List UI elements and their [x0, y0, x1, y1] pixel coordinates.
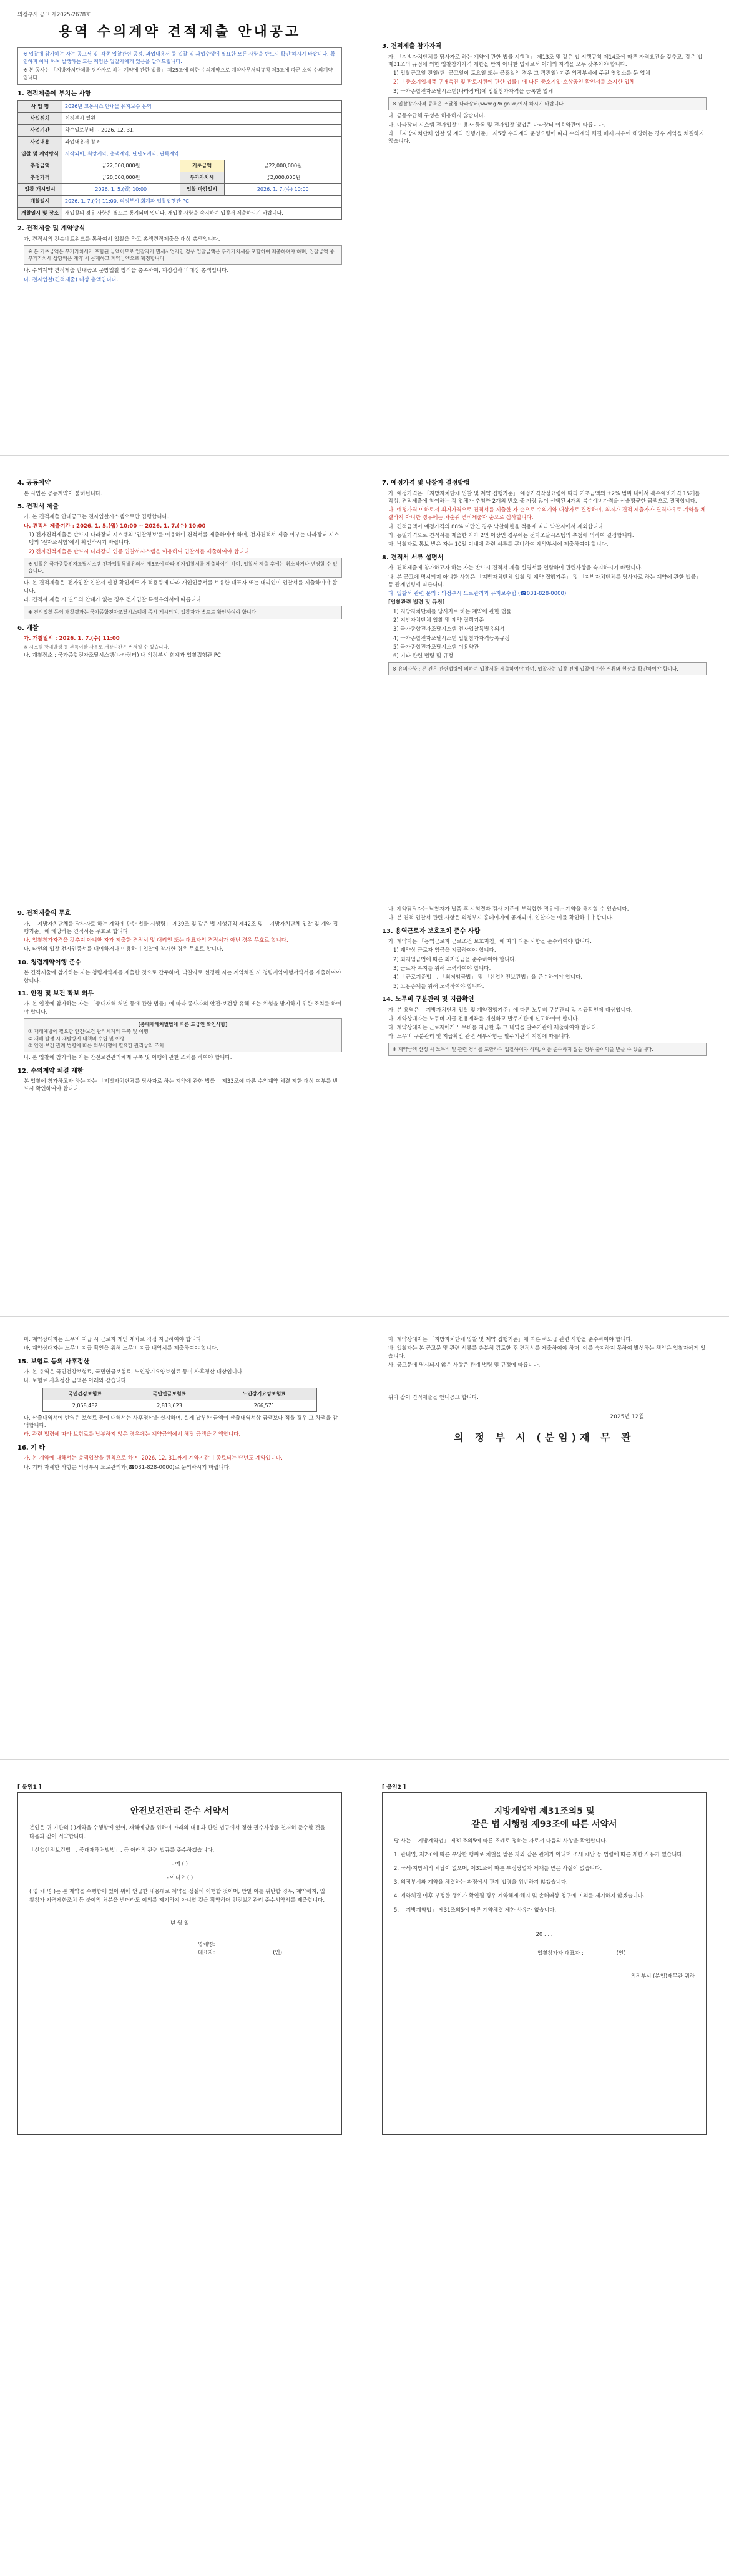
section-heading: 16. 기 타: [17, 1444, 45, 1451]
option-no: - 아니오 ( ): [166, 1874, 193, 1881]
paragraph: 가. 개찰일시 : 2026. 1. 7.(수) 11:00: [24, 636, 120, 642]
annex-title: 안전보건관리 준수 서약서: [130, 1806, 230, 1817]
paragraph: 나. 본 입찰에 참가하는 자는 안전보건관리체계 구축 및 이행에 관한 조치를 하여야 합니다.: [24, 1055, 232, 1062]
annex-box: [17, 1792, 342, 2135]
signature: 의 정 부 시 (분임)재 무 관: [454, 1431, 635, 1443]
paragraph: 라. 「지방자치단체 입찰 및 계약 집행기준」 제5장 수의계약 운영요령에 따라 수의계약 체결 배제 사유에 해당하는 경우 계약을 체결하지 않습니다.: [388, 130, 705, 145]
paragraph: 3) 근로자 복지를 위해 노력하여야 합니다.: [393, 966, 491, 972]
table-header-cell: 입찰 마감일시: [180, 184, 224, 196]
paragraph: 4) 「근로기준법」, 「최저임금법」 및 「산업안전보건법」을 준수하여야 합니다.: [393, 974, 583, 981]
note-box: ※ 유의사항 : 본 건은 관련법령에 의하여 입찰서를 제출하여야 하며, 입찰자는 입찰 전에 입찰에 관한 서류와 현장을 확인하여야 합니다.: [388, 662, 707, 675]
table-header-cell: 사업위치: [18, 113, 62, 125]
notice-box: [17, 47, 342, 84]
annex-box: [382, 1792, 707, 2135]
section-heading: 3. 견적제출 참가자격: [382, 43, 441, 50]
list-item: 2) 지방자치단체 입찰 및 계약 집행기준: [393, 617, 484, 624]
notice-line: ※ 본 공사는 「지방자치단체를 당사자로 하는 계약에 관한 법률」 제25조에 의한 수의계약으로 계약사무처리규칙 제3조에 따른 소액 수의계약입니다.: [23, 67, 333, 80]
paragraph: 다. 본 견적제출은 '전자입찰 입찰서 신청 확인제도'가 적용됨에 따라 개인인증서를 보유한 대표자 또는 대리인이 입찰서를 제출하여야 합니다.: [24, 580, 338, 594]
paragraph: 나. 견적서 제출기간 : 2026. 1. 5.(월) 10:00 ~ 2026. 1. 7.(수) 10:00: [24, 523, 206, 530]
rep-line: [29, 1949, 330, 1958]
page2-left: [17, 474, 342, 661]
addressee: 의정부시 (분임)재무관 귀하: [630, 1973, 695, 1980]
list-item: 4. 계약체결 이후 부정한 행위가 확인될 경우 계약해제·해지 및 손해배상 청구에 이의를 제기하지 않겠습니다.: [394, 1893, 645, 1900]
section-heading: 4. 공동계약: [17, 480, 51, 487]
table-cell: 착수일로부터 ~ 2026. 12. 31.: [62, 125, 342, 137]
list-item: 3) 국가종합전자조달시스템 전자입찰특별유의서: [393, 626, 505, 633]
section-heading: 10. 청렴계약이행 준수: [17, 959, 81, 966]
note-box: [24, 1018, 342, 1052]
list-item: 5) 국가종합전자조달시스템 이용약관: [393, 644, 479, 651]
paragraph: 나. 본 공고에 명시되지 아니한 사항은 「지방자치단체 입찰 및 계약 집행기준」 및 「지방자치단체를 당사자로 하는 계약에 관한 법률」 등 관계법령에 따릅니다.: [388, 574, 702, 588]
table-header-cell: 개찰일시: [18, 196, 62, 208]
list-item: 2. 국세·지방세의 체납이 없으며, 제31조에 따른 부정당업자 제재를 받은 사실이 없습니다.: [394, 1866, 602, 1872]
paragraph: 「산업안전보건법」, 중대재해처벌법」, 등 아래의 관련 법규를 준수하겠습니다.: [29, 1847, 215, 1854]
section-heading: 8. 견적서 서류 설명서: [382, 554, 444, 561]
sign-date: 20 . . .: [536, 1932, 553, 1939]
table-cell: 2026. 1. 7.(수) 11:00, 의정부시 회계과 입찰집행관 PC: [62, 196, 342, 208]
paragraph: 나. 기타 자세한 사항은 의정부시 도로관리과(☎031-828-0000)로 문의하시기 바랍니다.: [24, 1464, 231, 1471]
annex-body: [394, 1838, 695, 1982]
page2-right: [382, 474, 707, 677]
paragraph: 가. 「지방자치단체를 당사자로 하는 계약에 관한 법률 시행령」 제13조 및 같은 법 시행규칙 제14조에 따른 자격요건을 갖추고, 같은 법 제31조의 규정에 의한 입찰참가자격 제한을 받지 아니한 업체로서 아래의 자격을 모두 갖추어야 합니다.: [388, 54, 703, 68]
table-header-cell: 기초금액: [180, 160, 224, 172]
table-header-cell: 사업기간: [18, 125, 62, 137]
document-number: 의정부시 공고 제2025-2678호: [17, 12, 91, 18]
note-box: ※ 계약금액 산정 시 노무비 및 관련 경비를 포함하여 입찰하여야 하며, 이를 준수하지 않는 경우 불이익을 받을 수 있습니다.: [388, 1043, 707, 1056]
list-item: 1. 관내업, 제2조에 따른 부당한 행위로 처벌을 받은 자와 같은 관계가 아니며 조세 체납 등 법령에 따른 제한 사유가 없습니다.: [394, 1852, 684, 1859]
table-header-cell: 사업내용: [18, 137, 62, 148]
rep-label: 대표자:: [198, 1950, 215, 1957]
paragraph: 다. 계약상대자는 근로자에게 노무비를 지급한 후 그 내역을 발주기관에 제출하여야 합니다.: [388, 1025, 599, 1032]
paragraph: 라. 동일가격으로 견적서를 제출한 자가 2인 이상인 경우에는 전자조달시스템의 추첨에 의하여 결정합니다.: [388, 533, 634, 540]
table-header-cell: 국민연금보험료: [127, 1388, 212, 1400]
table-header-cell: 추정가격: [18, 172, 62, 184]
paragraph: 가. 본 용역은 「지방자치단체 입찰 및 계약집행기준」에 따른 노무비 구분관리 및 지급확인제 대상입니다.: [388, 1007, 633, 1014]
paragraph: 본 입찰에 참가하고자 하는 자는 「지방자치단체를 당사자로 하는 계약에 관한 법률」 제33조에 따른 수의계약 체결 제한 대상 여부를 반드시 확인하여야 합니다.: [24, 1078, 338, 1093]
info-table: [17, 100, 342, 220]
paragraph: 3) 국가종합전자조달시스템(나라장터)에 입찰참가자격을 등록한 업체: [393, 88, 554, 95]
table-cell: 2026년 교통시스 안내물 유지보수 용역: [62, 101, 342, 113]
paragraph: 2) 「중소기업제품 구매촉진 및 판로지원에 관한 법률」에 따른 중소기업·소상공인 확인서를 소지한 업체: [393, 79, 635, 86]
paragraph: 다. 입찰서 관련 문의 : 의정부시 도로관리과 유지보수팀 (☎031-828-0000): [388, 591, 567, 598]
sign-line: [394, 1950, 695, 1959]
page-divider: [0, 455, 729, 456]
table-cell: 2,813,623: [127, 1400, 212, 1411]
page1-right: [382, 37, 707, 147]
table-header-cell: 사 업 명: [18, 101, 62, 113]
paragraph: 1) 입찰공고일 전일(단, 공고일이 토요일 또는 공휴일인 경우 그 직전일) 기준 의정부시에 주된 영업소를 둔 업체: [393, 70, 650, 77]
company-label: 업체명:: [198, 1941, 215, 1948]
annex-tag: [ 붙임1 ]: [17, 1784, 42, 1791]
list-item: 5. 「지방계약법」 제31조의5에 따른 계약체결 제한 사유가 없습니다.: [394, 1907, 557, 1914]
paragraph: 가. 본 입찰에 참가하는 자는 「중대재해 처벌 등에 관한 법률」에 따라 종사자의 안전·보건상 유해 또는 위험을 방지하기 위한 조치를 하여야 합니다.: [24, 1001, 341, 1015]
note-box: ※ 입찰은 국가종합전자조달시스템 전자입찰특별유의서 제5조에 따라 전자입찰서를 제출하여야 하며, 입찰서 제출 후에는 취소하거나 변경할 수 없습니다.: [24, 558, 342, 578]
table-cell: 금22,000,000원: [224, 160, 342, 172]
annex2: [382, 1784, 707, 2135]
table-cell: 2026. 1. 5.(월) 10:00: [62, 184, 180, 196]
paragraph: 바. 계약상대자는 노무비 지급 확인을 위해 노무비 지급 내역서를 제출하여야 합니다.: [24, 1345, 218, 1352]
paragraph: 다. 타인의 입찰 전자인증서를 대여하거나 이용하여 입찰에 참가한 경우 무효로 합니다.: [24, 946, 223, 953]
paragraph: 다. 전자입찰(견적제출) 대상 총액입니다.: [24, 276, 119, 283]
table-cell: 2,058,482: [43, 1400, 127, 1411]
paragraph: 가. 견적제출에 참가하고자 하는 자는 반드시 견적서 제출 설명서를 열람하여 관련사항을 숙지하시기 바랍니다.: [388, 565, 643, 572]
list-item: 4) 국가종합전자조달시스템 입찰참가자격등록규정: [393, 635, 510, 642]
page1-left: [17, 11, 342, 285]
section-heading: 11. 안전 및 보건 확보 의무: [17, 990, 94, 997]
table-cell: 의정부시 일원: [62, 113, 342, 125]
table-cell: 266,571: [212, 1400, 316, 1411]
paragraph: 5) 고용승계를 위해 노력하여야 합니다.: [393, 983, 484, 990]
page3-left: [17, 904, 342, 1095]
paragraph: 가. 계약자는 「용역근로자 근로조건 보호지침」에 따라 다음 사항을 준수하여야 합니다.: [388, 939, 592, 946]
table-cell: 재입찰의 경우 사항은 별도로 통지되며 입니다. 재입찰 사항을 숙지하여 입찰서 제출하시기 바랍니다.: [62, 208, 342, 220]
note-box: ※ 견적입찰 등의 개찰결과는 국가종합전자조달시스템에 즉시 게시되며, 입찰자가 별도로 확인하여야 합니다.: [24, 606, 342, 619]
table-header-cell: 입찰 및 계약방식: [18, 148, 62, 160]
paragraph: 나. 계약담당자는 낙찰자가 납품 후 시험결과 검사 기준에 부적합한 경우에는 계약을 해지할 수 있습니다.: [388, 906, 629, 913]
company-line: [29, 1941, 330, 1950]
notice-date: 2025년 12월: [610, 1413, 644, 1420]
paragraph: 마. 계약상대자는 「지방자치단체 입찰 및 계약 집행기준」에 따른 하도급 관련 사항을 준수하여야 합니다.: [388, 1337, 633, 1343]
paragraph: 가. 「지방자치단체를 당사자로 하는 계약에 관한 법률 시행령」 제39조 및 같은 법 시행규칙 제42조 및 「지방자치단체 입찰 및 계약 집행기준」에 해당하는 견적서는 무효로 합니다.: [24, 921, 338, 935]
seal-mark: (인): [616, 1950, 626, 1957]
section-heading: 9. 견적제출의 무효: [17, 910, 71, 917]
paragraph: 본인은 귀 기관의 ( )계약을 수행함에 있어, 재해예방을 위하여 아래의 내용과 관련 법규에서 정한 필수사항을 철저히 준수할 것을 다음과 같이 서약합니다.: [29, 1825, 326, 1840]
page-title: 용역 수의계약 견적제출 안내공고: [58, 24, 301, 41]
paragraph: 나. 예정가격 이하로서 최저가격으로 견적서를 제출한 자 순으로 수의계약 대상자로 결정하며, 최저가 견적 제출자가 결격사유로 계약을 체결하지 아니한 경우에는 차순위 견적제출자 순으로 심사합니다.: [388, 507, 706, 521]
paragraph: 가. 예정가격은 「지방자치단체 입찰 및 계약 집행기준」 예정가격작성요령에 따라 기초금액의 ±2% 범위 내에서 복수예비가격 15개를 작성, 견적제출에 참여하는 각 업체가 추첨한 2개의 번호 중 가장 많이 선택된 4개의 복수예비가격을 산술평균한 금액으로 결정합니다.: [388, 490, 700, 505]
paragraph: 가. 본 계약에 대해서는 총액입찰을 원칙으로 하며, 2026. 12. 31.까지 계약기간이 종료되는 단년도 계약입니다.: [24, 1455, 283, 1462]
paragraph: 나. 입찰참가자격을 갖추지 아니한 자가 제출한 견적서 및 대리인 또는 대표자의 견적서가 아닌 경우 무효로 합니다.: [24, 937, 288, 944]
paragraph: 다. 견적금액이 예정가격의 88% 미만인 경우 낙찰하한율 적용에 따라 낙찰자에서 제외합니다.: [388, 523, 605, 530]
section-heading: 6. 개찰: [17, 624, 39, 632]
paragraph: 1) 전자견적제출은 반드시 나라장터 시스템의 '입찰정보'를 이용하여 견적서를 제출하여야 하며, 전자견적서 제출 여부는 나라장터 시스템의 '전자조서함'에서 확인하시기 바랍니다.: [29, 531, 340, 546]
paragraph: 가. 견적서의 전송네트워크를 통하여서 입찰을 하고 총액견적제출을 대상 총액입니다.: [24, 236, 220, 243]
note-box: ※ 본 기초금액은 부가가치세가 포함된 금액이므로 입찰자가 면세사업자인 경우 입찰금액은 부가가치세를 포함하여 제출하여야 하며, 입찰금액 중 부가가치세 상당액은 계약 시 공제하고 계약금액으로 확정합니다.: [24, 245, 342, 266]
seal-mark: (인): [273, 1950, 283, 1957]
sign-label: 입찰참가자 대표자 :: [537, 1950, 584, 1957]
note-item: ③ 안전·보건 관계 법령에 따른 의무이행에 필요한 관리상의 조치: [28, 1042, 164, 1048]
paragraph: 라. 견적서 제출 시 별도의 안내가 없는 경우 전자입찰 특별유의서에 따릅니다.: [24, 597, 203, 604]
section-heading: 7. 예정가격 및 낙찰자 결정방법: [382, 480, 470, 487]
paragraph: 다. 나라장터 시스템 전자입찰 이용자 등록 및 전자입찰 방법은 나라장터 이용약관에 따릅니다.: [388, 122, 605, 128]
option-yes: - 예 ( ): [171, 1861, 188, 1867]
notice-line: ※ 입찰에 참가하는 자는 공고서 및 '각종 입찰관련 공정, 과업내용서 등 입찰 및 과업수행에 필요한 모든 사항을 반드시 확인'하시기 바랍니다. 확인하지 아니 하여 발생하는 모든 책임은 입찰자에게 있음을 알려드립니다.: [23, 51, 335, 64]
paragraph: 라. 노무비 구분관리 및 지급확인 관련 세부사항은 발주기관의 지침에 따릅니다.: [388, 1034, 571, 1040]
paragraph: 나. 수의계약 견적제출 안내공고 문방입찰 방식을 충족하여, 계정심사 비대상 총액입니다.: [24, 268, 229, 274]
paragraph: 본 견적제출에 참가하는 자는 청렴계약제를 제출한 것으로 간주하며, 낙찰자로 선정된 자는 계약체결 시 청렴계약이행서약서를 제출하여야 합니다.: [24, 970, 341, 984]
paragraph: 다. 본 견적 입찰서 관련 사항은 의정부시 홈페이지에 공개되며, 입찰자는 이를 확인하여야 합니다.: [388, 915, 614, 922]
paragraph: 나. 계약상대자는 노무비 지급 전용계좌를 개설하고 발주기관에 신고하여야 합니다.: [388, 1015, 580, 1022]
paragraph: 2) 최저임금법에 따른 최저임금을 준수하여야 합니다.: [393, 956, 517, 963]
page-divider: [0, 1759, 729, 1760]
paragraph: ※ 시스템 장애발생 등 부득이한 사유로 개찰시간은 변경될 수 있습니다.: [24, 644, 169, 650]
paragraph: 나. 공동수급체 구성은 허용하지 않습니다.: [388, 113, 486, 120]
note-item: ② 재해 발생 시 재발방지 대책의 수립 및 이행: [28, 1035, 125, 1042]
closing-text: 위와 같이 견적제출을 안내공고 합니다.: [388, 1395, 479, 1402]
table-cell: 금22,000,000원: [62, 160, 180, 172]
table-header-cell: 개찰일시 및 장소: [18, 208, 62, 220]
section-heading: 2. 견적제출 및 계약방식: [17, 225, 86, 233]
paragraph: 가. 본 용역은 국민건강보험료, 국민연금보험료, 노인장기요양보험료 등이 사후정산 대상입니다.: [24, 1369, 244, 1376]
annex-title: 지방계약법 제31조의5 및 같은 법 시행령 제93조에 따른 서약서: [471, 1806, 617, 1830]
insurance-table: [42, 1388, 317, 1412]
paragraph: 2) 전자견적제출은 반드시 나라장터 인증 입찰서시스템을 이용하여 입찰서를 제출하여야 합니다.: [29, 548, 251, 555]
paragraph: 1) 계약상 근로자 임금을 지급하여야 합니다.: [393, 947, 496, 954]
paragraph: 당 사는 「지방계약법」 제31조의5에 따른 조례로 정하는 자로서 다음의 사항을 확인합니다.: [394, 1838, 608, 1845]
table-cell: 금20,000,000원: [62, 172, 180, 184]
annex-tag: [ 붙임2 ]: [382, 1784, 406, 1791]
paragraph: 다. 산출내역서에 반영된 보험료 등에 대해서는 사후정산을 실시하며, 실제 납부한 금액이 산출내역서상 금액보다 적을 경우 그 차액을 감액합니다.: [24, 1415, 338, 1430]
table-cell: 과업내용서 참조: [62, 137, 342, 148]
table-header-cell: 국민건강보험료: [43, 1388, 127, 1400]
paragraph: 나. 보험료 사후정산 금액은 아래와 같습니다.: [24, 1378, 128, 1385]
table-cell: 2026. 1. 7.(수) 10:00: [224, 184, 342, 196]
note-item: ① 재해예방에 필요한 안전·보건 관리체계의 구축 및 이행: [28, 1029, 149, 1035]
table-header-cell: 추정금액: [18, 160, 62, 172]
note-box: ※ 입찰참가자격 등록은 조달청 나라장터(www.g2b.go.kr)에서 하시기 바랍니다.: [388, 97, 707, 110]
annex-body: [29, 1824, 330, 1958]
paragraph: 본 사업은 공동계약이 불허됩니다.: [24, 490, 102, 497]
page4-left: [17, 1335, 342, 1473]
table-header-cell: 노인장기요양보험료: [212, 1388, 316, 1400]
annex1: [17, 1784, 342, 2135]
section-heading: 14. 노무비 구분관리 및 지급확인: [382, 996, 474, 1003]
section-heading: 5. 견적서 제출: [17, 503, 59, 510]
page3-right: [382, 904, 707, 1058]
paragraph: 마. 계약상대자는 노무비 지급 시 근로자 개인 계좌로 직접 지급하여야 합니다.: [24, 1337, 203, 1343]
list-item: 6) 기타 관련 법령 및 규정: [393, 653, 454, 660]
table-cell: 금2,000,000원: [224, 172, 342, 184]
list-item: 3. 의정부시와 계약을 체결하는 과정에서 관계 법령을 위반하지 않겠습니다.: [394, 1879, 568, 1886]
paragraph: 바. 입찰자는 본 공고문 및 관련 서류를 충분히 검토한 후 견적서를 제출하여야 하며, 이를 숙지하지 못하여 발생하는 책임은 입찰자에게 있습니다.: [388, 1345, 706, 1360]
paragraph: ( 업 체 명 )는 본 계약을 수행함에 있어 위에 언급한 내용대로 계약을 성실히 이행할 것이며, 만일 이를 위반할 경우, 계약해지, 입찰참가 자격제한조치 등 불이익 처분을 받더라도 이의를 제기하지 아니할 것을 확약하며 안전보건관리 준수서약서를 제출합니다.: [29, 1889, 325, 1904]
section-heading: 12. 수의계약 체결 제한: [17, 1067, 84, 1075]
page-divider: [0, 1316, 729, 1317]
section-heading: 1. 견적제출에 부치는 사항: [17, 90, 91, 97]
paragraph: 라. 관련 법령에 따라 보험료를 납부하지 않은 경우에는 계약금액에서 해당 금액을 감액합니다.: [24, 1431, 241, 1438]
page4-right: [382, 1335, 707, 1445]
paragraph: 가. 본 견적제출 안내공고는 전자입찰시스템으로만 집행합니다.: [24, 514, 169, 521]
section-heading: 15. 보험료 등의 사후정산: [17, 1358, 90, 1365]
section-heading: 13. 용역근로자 보호조치 준수 사항: [382, 927, 481, 935]
paragraph: 나. 개찰장소 : 국가종합전자조달시스템(나라장터) 내 의정부시 회계과 입찰집행관 PC: [24, 652, 221, 659]
table-cell: 시작되어, 희망계약, 총액계약, 단년도계약, 단독계약: [62, 148, 342, 160]
list-item: 1) 지방자치단체를 당사자로 하는 계약에 관한 법률: [393, 608, 512, 615]
paragraph: 마. 낙찰자로 통보 받은 자는 10일 이내에 관련 서류를 구비하여 계약부서에 제출하여야 합니다.: [388, 541, 609, 548]
list-title: [입찰관련 법령 및 규정]: [388, 599, 445, 606]
note-title: [중대재해처벌법에 따른 도급인 확인사항]: [138, 1022, 228, 1027]
table-header-cell: 입찰 개시일시: [18, 184, 62, 196]
table-header-cell: 부가가치세: [180, 172, 224, 184]
paragraph: 사. 공고문에 명시되지 않은 사항은 관계 법령 및 규정에 따릅니다.: [388, 1362, 541, 1368]
sign-date: 년 월 일: [170, 1920, 190, 1927]
